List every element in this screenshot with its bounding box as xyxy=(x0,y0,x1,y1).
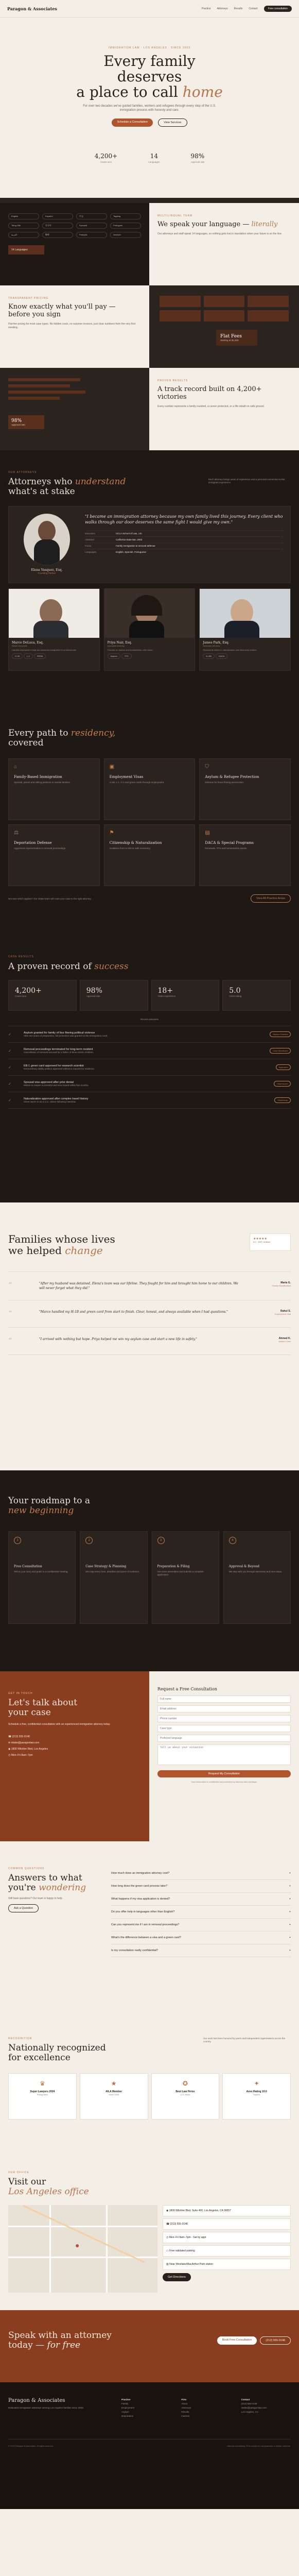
award-card: ✦ Avvo Rating 10.0 Superb xyxy=(222,2073,291,2120)
step-number-icon: 3 xyxy=(157,1537,165,1544)
footer-link[interactable]: About xyxy=(181,2402,188,2405)
quote-icon: “ xyxy=(8,1281,12,1290)
footer-link[interactable]: Careers xyxy=(181,2415,190,2417)
step-number-icon: 4 xyxy=(229,1537,236,1544)
process-section xyxy=(0,1470,299,1671)
language-chip: Español xyxy=(42,213,73,219)
nav-link-results[interactable]: Results xyxy=(234,7,243,10)
footer-link[interactable]: intake@paragonlaw.com xyxy=(241,2406,267,2409)
language-chip: Русский xyxy=(76,223,107,229)
faq-item[interactable]: Is my consultation really confidential? + xyxy=(111,1944,291,1957)
trophy-icon: ♛ xyxy=(39,2080,45,2087)
result-stat: 18+ Years experience xyxy=(151,980,220,1011)
plus-icon: + xyxy=(289,1949,291,1952)
step-number-icon: 2 xyxy=(85,1537,93,1544)
contact-section xyxy=(0,1671,299,1841)
footer-link[interactable]: Results xyxy=(181,2411,189,2413)
office-phone[interactable]: ☎ (213) 555-0148 xyxy=(163,2218,291,2230)
lead-attorney-card: Elena Vasquez, Esq. Founding Partner "I became an immigration attorney because my own family lived this journey. Every client who walks through our door deserves the same fight I would give my own." Education UCLA School of Law, J.D. Admitted California State Bar, 2003 Focus Family immigration & removal defense Languages English, Spanish, Portuguese xyxy=(8,506,291,583)
footer-link[interactable]: Family xyxy=(121,2402,129,2405)
nav-cta-button[interactable]: Free consultation xyxy=(264,6,292,12)
feature-grid-section xyxy=(0,198,299,450)
office-transit: ▥ Near Westlake/MacArthur Park station xyxy=(163,2259,291,2270)
award-card: ★ AILA Member Since 2005 xyxy=(80,2073,148,2120)
hero-title-line3: a place to call xyxy=(76,83,178,100)
hero-title-line2: deserves xyxy=(117,68,182,85)
situation-textarea[interactable] xyxy=(157,1744,291,1765)
language-chip: العربية xyxy=(8,232,39,238)
contact-title: Let's talk about your case xyxy=(8,1698,78,1718)
contact-hours: ◷ Mon–Fri 8am–7pm xyxy=(8,1754,33,1757)
nav-link-attorneys[interactable]: Attorneys xyxy=(217,7,228,10)
faq-item[interactable]: What's the difference between a visa and a green card? + xyxy=(111,1931,291,1944)
footer-link[interactable]: Employment xyxy=(121,2406,135,2409)
contact-address: ◉ 1800 Wilshire Blvd, Los Angeles xyxy=(8,1748,48,1751)
plus-icon: + xyxy=(289,1885,291,1888)
fees-eyebrow: TRANSPARENT PRICING xyxy=(8,297,48,300)
quote-icon: “ xyxy=(8,1337,12,1345)
plus-icon: + xyxy=(289,1872,291,1875)
attorneys-intro: Each attorney brings years of experience and a personal connection to the immigrant experience. xyxy=(208,478,285,484)
results-eyebrow: CASE RESULTS xyxy=(8,955,34,958)
process-step: 3 Preparation & Filing Our team assembles and submits a complete application. xyxy=(152,1531,219,1624)
plus-icon: + xyxy=(289,1923,291,1926)
clock-icon: ◷ xyxy=(166,2236,169,2239)
star-icon: ★ xyxy=(111,2080,117,2087)
check-icon: ✓ xyxy=(8,1082,11,1086)
faq-section: COMMON QUESTIONS Answers to what you're wondering Still have questions? Our team is happy to help. Ask a Question How much does an immigration attorney cost? + How long does the green card process take? + What happens if my visa application is denied? + Do you offer help in languages other than English? + Can you represent me if I am in removal proceedings? + What's the difference between a visa and a green card? + Is my consultation really confidential? + xyxy=(0,1841,299,2016)
hero-stat: 14 Languages xyxy=(148,152,160,163)
pin-icon: ◉ xyxy=(8,1748,11,1751)
record-eyebrow: PROVEN RESULTS xyxy=(157,379,188,382)
full-name-input[interactable] xyxy=(157,1696,291,1703)
check-icon: ✓ xyxy=(8,1049,11,1053)
attorneys-eyebrow: OUR ATTORNEYS xyxy=(8,471,37,474)
check-icon: ✓ xyxy=(8,1065,11,1070)
footer-legal: Attorney advertising. Prior results do not guarantee a similar outcome. xyxy=(227,2445,291,2447)
faq-item[interactable]: How long does the green card process take? + xyxy=(111,1880,291,1893)
process-step: 4 Approval & Beyond We stay with you through interviews and next steps. xyxy=(223,1531,291,1624)
briefcase-icon: ▣ xyxy=(109,764,115,770)
service-card[interactable]: ⚑ Citizenship & Naturalization Guidance from N-400 to oath ceremony. xyxy=(104,824,196,886)
plus-icon: + xyxy=(289,1910,291,1913)
faq-item[interactable]: What happens if my visa application is denied? + xyxy=(111,1893,291,1906)
case-row[interactable]: ✓ Naturalization approved after complex travel history Client sworn in as a U.S. citizen following interview. Citizenship xyxy=(8,1092,291,1109)
footer-link: Los Angeles, CA xyxy=(241,2411,258,2413)
footer-link[interactable]: Deportation xyxy=(121,2415,134,2417)
faq-item[interactable]: How much does an immigration attorney cost? + xyxy=(111,1867,291,1880)
case-row[interactable]: ✓ EB-1 green card approved for research scientist Extraordinary ability petition approved without a request for evidence. Approved xyxy=(8,1059,291,1075)
hero-section xyxy=(0,18,299,198)
check-icon: ✓ xyxy=(8,1032,11,1037)
faq-item[interactable]: Can you represent me if I am in removal proceedings? + xyxy=(111,1919,291,1931)
case-row[interactable]: ✓ Asylum granted for family of four fleeing political violence After two years of preparation, full protection was granted at the immigration court. Asylum Granted xyxy=(8,1026,291,1042)
process-title: Your roadmap to a new beginning xyxy=(8,1496,90,1516)
language-chip: English xyxy=(8,213,39,219)
language-chip: 한국어 xyxy=(42,223,73,229)
case-type-select[interactable] xyxy=(157,1725,291,1732)
service-card[interactable]: ⌂ Family-Based Immigration Spousal, parent and sibling petitions to reunite families. xyxy=(8,758,100,820)
lead-attorney-quote: "I became an immigration attorney because my own family lived this journey. Every client who walks through our door deserves the same fight I would give my own." xyxy=(85,514,283,524)
result-stat: 5.0 Client rating xyxy=(222,980,291,1011)
form-note: Your information is confidential and protected by attorney-client privilege. xyxy=(191,1781,257,1783)
record-image-panel xyxy=(0,368,149,450)
hero-subtitle: For over two decades we've guided families, workers and refugees through every step of the U.S. immigration process with honesty and care. xyxy=(83,105,216,112)
office-hours: ◷ Mon–Fri 8am–7pm · Sat by appt xyxy=(163,2232,291,2243)
mail-icon: ✉ xyxy=(8,1741,11,1744)
submit-button[interactable]: Request My Consultation xyxy=(157,1770,291,1777)
quote-icon: “ xyxy=(8,1310,12,1318)
hero-eyebrow: IMMIGRATION LAW · LOS ANGELES · SINCE 2003 xyxy=(109,46,190,49)
gavel-icon: ⚖ xyxy=(14,830,19,836)
attorneys-title: Attorneys who understand what's at stake xyxy=(8,477,126,497)
nav-link-contact[interactable]: Contact xyxy=(249,7,258,10)
view-services-button[interactable]: View Services xyxy=(158,118,187,127)
attorneys-section xyxy=(0,450,299,708)
attorney-photo xyxy=(104,589,195,638)
phone-input[interactable] xyxy=(157,1715,291,1722)
plus-icon: + xyxy=(289,1936,291,1939)
hero-title xyxy=(0,54,299,100)
language-chip: Tiếng Việt xyxy=(8,223,39,229)
car-icon: ▭ xyxy=(166,2249,169,2252)
lead-attorney-name: Elena Vasquez, Esq. xyxy=(31,568,63,572)
service-card[interactable]: ⚖ Deportation Defense Aggressive representation in removal proceedings. xyxy=(8,824,100,886)
fees-text-panel xyxy=(0,285,149,368)
process-step: 2 Case Strategy & Planning We map every form, deadline and piece of evidence. xyxy=(80,1531,147,1624)
results-title: A proven record of success xyxy=(8,961,129,972)
attorney-photo xyxy=(200,589,290,638)
award-card: ♛ Super Lawyers 2024 Rising stars xyxy=(8,2073,77,2120)
services-section xyxy=(0,708,299,935)
brand-logo[interactable]: Paragon & Associates xyxy=(7,6,57,11)
case-row[interactable]: ✓ Removal proceedings terminated for long-term resident Cancellation of removal secured for a father of three citizen children. Case Dismissed xyxy=(8,1042,291,1059)
faq-item[interactable]: Do you offer help in languages other than English? + xyxy=(111,1906,291,1919)
top-nav xyxy=(0,0,299,18)
office-parking: ▭ Free validated parking xyxy=(163,2245,291,2257)
footer-link[interactable]: (213) 555-0148 xyxy=(241,2402,257,2405)
clock-icon: ◷ xyxy=(8,1754,11,1757)
directions-button[interactable]: Get Directions xyxy=(163,2273,191,2281)
record-title: A track record built on 4,200+ victories xyxy=(157,385,262,401)
language-chip: Deutsch xyxy=(110,232,141,238)
plus-icon: + xyxy=(289,1897,291,1901)
contact-info-panel: GET IN TOUCH Let's talk about your case Schedule a free, confidential consultation with an experienced immigration attorney today. ☎ (213) 555-0148 ✉ intake@paragonlaw.com ◉ 1800 Wilshire Blvd, Los Angeles ◷ Mon–Fri 8am–7pm xyxy=(0,1671,149,1841)
office-map[interactable] xyxy=(8,2205,157,2293)
language-select[interactable] xyxy=(157,1735,291,1742)
fees-image-panel xyxy=(149,285,299,368)
award-card: ✪ Best Law Firms U.S. News xyxy=(151,2073,220,2120)
form-title: Request a Free Consultation xyxy=(157,1687,217,1691)
result-stat: 98% Approval rate xyxy=(80,980,148,1011)
cta-title: Speak with an attorney today — for free xyxy=(8,2330,112,2350)
consultation-form xyxy=(149,1671,299,1841)
fees-title: Know exactly what you'll pay — before you sign xyxy=(8,303,116,318)
document-icon: ▤ xyxy=(205,830,210,836)
services-title: Every path to residency, covered xyxy=(8,728,116,748)
language-chip: Français xyxy=(76,232,107,238)
step-number-icon: 1 xyxy=(14,1537,21,1544)
attorney-card[interactable]: Priya Nair, Esq. Associate Attorney Focuses on asylum and humanitarian relief cases. Asylum TPS xyxy=(104,588,196,671)
testimonials-section xyxy=(0,1202,299,1470)
flat-fees-card: Flat Fees Starting at $1,500 xyxy=(216,330,257,346)
services-grid xyxy=(8,758,291,886)
hero-stat: 4,200+ Cases won xyxy=(94,152,118,163)
language-image-panel xyxy=(0,203,149,285)
attorney-card[interactable]: Marco DeLuca, Esq. Senior Associate Handles employment visas and business immigration for professionals. H-1B L-1 PERM xyxy=(8,588,100,671)
awards-section: RECOGNITION Nationally recognized for excellence Our work has been honored by peers and independent organizations across the country. ♛ Super Lawyers 2024 Rising stars ★ AILA Member Since 2005 ✪ Best Law Firms U.S. News ✦ Avvo Rating 10.0 Superb xyxy=(0,2016,299,2150)
fees-text: Flat-fee pricing for most case types. No hidden costs, no surprise invoices, just clear numbers from the very first meeting. xyxy=(8,323,136,329)
office-title: Visit our Los Angeles office xyxy=(8,2177,89,2197)
family-icon: ⌂ xyxy=(14,764,17,770)
case-row[interactable]: ✓ Spousal visa approved after prior denial Motion to reopen successful and visa issued within five months. Visa Issued xyxy=(8,1075,291,1092)
ask-question-button[interactable]: Ask a Question xyxy=(8,1904,39,1912)
call-button[interactable]: (213) 555-0148 xyxy=(260,2336,291,2345)
service-card[interactable]: ▤ DACA & Special Programs Renewals, TPS and humanitarian parole. xyxy=(199,824,291,886)
result-stat: 4,200+ Cases won xyxy=(8,980,77,1011)
footer-copyright: © 2024 Paragon & Associates. All rights reserved. xyxy=(8,2445,54,2447)
language-chip: 中文 xyxy=(76,213,107,219)
lead-attorney-role: Founding Partner xyxy=(38,572,56,574)
language-chip: हिन्दी xyxy=(42,232,73,238)
contact-email[interactable]: ✉ intake@paragonlaw.com xyxy=(8,1741,40,1744)
language-chip: Português xyxy=(110,223,141,229)
language-text: Our attorneys and staff speak 14 languages, so nothing gets lost in translation when your future is on the line. xyxy=(157,232,283,235)
view-all-practice-button[interactable]: View All Practice Areas xyxy=(251,894,291,903)
phone-icon: ☎ xyxy=(8,1735,12,1738)
testimonial: “ "I arrived with nothing but hope. Priya helped me win my asylum case and start a new life in safety." Ahmed K. Asylum Case xyxy=(8,1327,291,1355)
office-address: ◉ 1800 Wilshire Blvd, Suite 400, Los Angeles, CA 90057 xyxy=(163,2205,291,2216)
process-step: 1 Free Consultation Tell us your story and goals in a confidential meeting. xyxy=(8,1531,76,1624)
hero-title-em: home xyxy=(182,83,223,100)
office-section: OUR OFFICE Visit our Los Angeles office ● ◉ 1800 Wilshire Blvd, Suite 400, Los Angeles, CA 90057 ☎ (213) 555-0148 ◷ Mon–Fri 8am–7pm · Sat by appt ▭ Free validated parking ▥ Near Westlake/MacArthur Park station Get Directions xyxy=(0,2150,299,2310)
results-section xyxy=(0,935,299,1202)
pin-icon: ◉ xyxy=(166,2209,169,2212)
testimonial: “ "Marco handled my H-1B and green card from start to finish. Clear, honest, and always available when I had questions." Rahul S. Employment Visa xyxy=(8,1300,291,1327)
language-eyebrow: MULTILINGUAL TEAM xyxy=(157,214,193,217)
attorney-card[interactable]: James Park, Esq. Associate Attorney Represents clients in naturalization and citizenship matters. N-400 DACA xyxy=(199,588,291,671)
badge-icon: ✦ xyxy=(254,2080,259,2087)
footer-brand[interactable]: Paragon & Associates xyxy=(8,2398,65,2403)
footer-link[interactable]: Asylum xyxy=(121,2411,129,2413)
record-text: Every number represents a family reunited, a career protected, or a life rebuilt on safe ground. xyxy=(157,405,265,408)
footer: Paragon & Associates Dedicated immigration attorneys serving Los Angeles families since 2003. Practice Family Employment Asylum Deportation Firm About Attorneys Results Careers Contact (213) 555-0148 intake@paragonlaw.com Los Angeles, CA © 2024 Paragon & Associates. All rights reserved. Attorney advertising. Prior results do not guarantee a similar outcome. xyxy=(0,2382,299,2509)
language-badge: 14 Languages xyxy=(8,245,44,255)
check-icon: ✓ xyxy=(8,1098,11,1103)
language-title: We speak your language — literally xyxy=(157,221,278,228)
awards-title: Nationally recognized for excellence xyxy=(8,2043,106,2063)
train-icon: ▥ xyxy=(166,2263,169,2266)
language-text-panel xyxy=(149,203,299,285)
medal-icon: ✪ xyxy=(182,2080,188,2087)
language-chip: Tagalog xyxy=(110,213,141,219)
map-pin-icon: ● xyxy=(75,2241,80,2249)
record-text-panel xyxy=(149,368,299,450)
hero-title-line1: Every family xyxy=(103,53,196,70)
contact-phone[interactable]: ☎ (213) 555-0148 xyxy=(8,1735,30,1738)
footer-link[interactable]: Attorneys xyxy=(181,2406,191,2409)
book-consultation-button[interactable]: Book Free Consultation xyxy=(217,2336,257,2345)
testimonial: “ "After my husband was detained, Elena's team was our lifeline. They fought for him and brought him home to our children. We will never forget what they did." Maria G. Family Reunification xyxy=(8,1272,291,1300)
cta-section xyxy=(0,2310,299,2382)
attorney-photo xyxy=(9,589,99,638)
recent-outcomes-label: Recent outcomes xyxy=(140,1018,159,1021)
phone-icon: ☎ xyxy=(166,2223,170,2226)
nav-link-practice[interactable]: Practice xyxy=(201,7,211,10)
faq-title: Answers to what you're wondering xyxy=(8,1873,86,1893)
testimonials-title: Families whose lives we helped change xyxy=(8,1233,115,1257)
service-card[interactable]: ⛉ Asylum & Refugee Protection Defense for those fleeing persecution. xyxy=(199,758,291,820)
service-card[interactable]: ▣ Employment Visas H-1B, L-1, O-1 and green cards through employment. xyxy=(104,758,196,820)
services-footnote: Not sure which applies? Our intake team will route your case to the right attorney. xyxy=(8,897,92,900)
schedule-button[interactable]: Schedule a Consultation xyxy=(112,118,153,127)
rating-card: ★★★★★ 5.0 · 200+ reviews xyxy=(250,1233,291,1251)
flag-icon: ⚑ xyxy=(109,830,114,836)
shield-icon: ⛉ xyxy=(205,764,209,770)
hero-stat: 98% Approval rate xyxy=(190,152,205,163)
email-input[interactable] xyxy=(157,1705,291,1713)
attorney-photo xyxy=(24,514,70,565)
language-grid xyxy=(8,213,141,238)
record-badge: 98% Approval rate xyxy=(8,415,44,429)
